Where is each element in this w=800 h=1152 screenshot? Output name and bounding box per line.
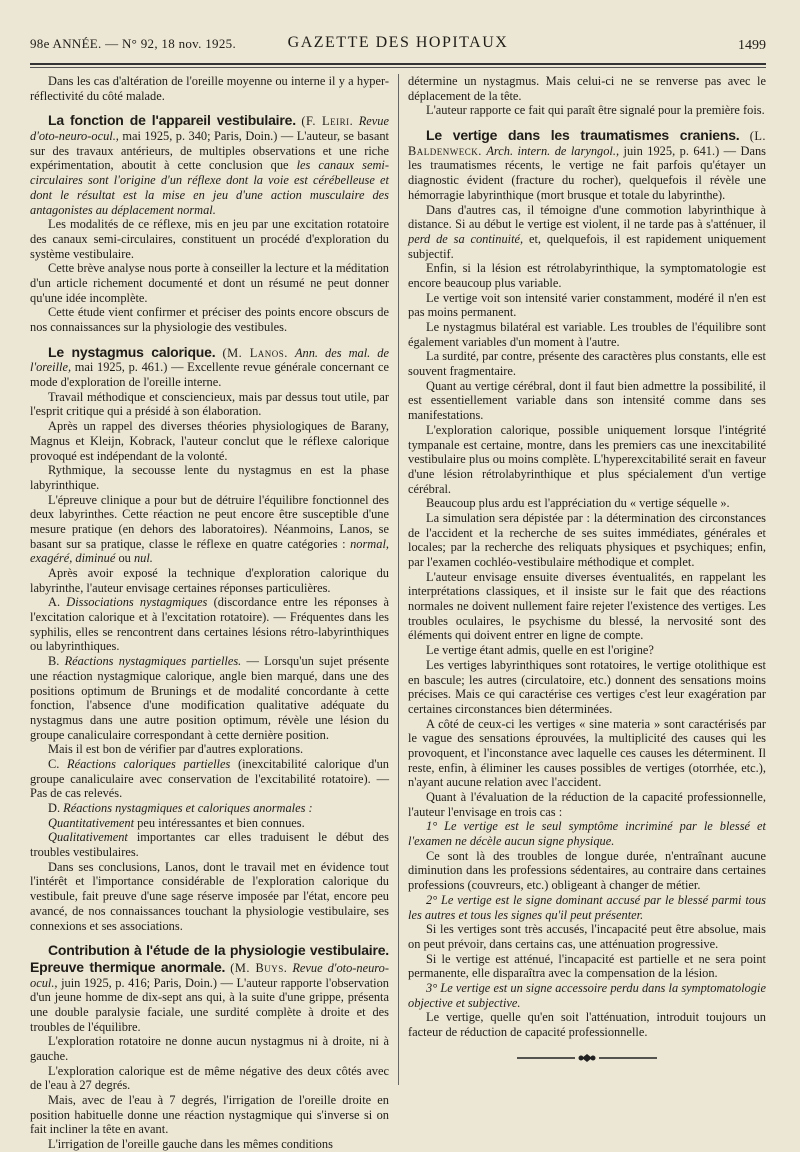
- paragraph: Ce sont là des troubles de longue durée, n'entraînant aucune diminution dans les professions sédentaires, au contraire dans certaines professions (couvreurs, etc.) obligeant à changer de métier.: [408, 848, 766, 893]
- paragraph: Quant à l'évaluation de la réduction de la capacité professionnelle, l'auteur l'envisage en trois cas :: [408, 790, 766, 819]
- paragraph: Cette étude vient confirmer et préciser des points encore obscurs de nos connaissances sur la physiologie des vestibules.: [30, 305, 389, 334]
- article-lanos: [30, 344, 389, 390]
- header-rule-thin: [30, 67, 766, 68]
- paragraph: L'auteur rapporte ce fait qui paraît être signalé pour la première fois.: [426, 103, 765, 118]
- list-item: 1° Le vertige est le seul symptôme incriminé par le blessé et l'examen ne décèle aucun signe physique.: [408, 819, 766, 849]
- paragraph: Mais, avec de l'eau à 7 degrés, l'irrigation de l'oreille droite en position habituelle donne une réaction nystagmique qui s'inverse si on fait incliner la tête en avant.: [30, 1093, 389, 1137]
- end-ornament-icon: [408, 1052, 766, 1067]
- paragraph: Dans les cas d'altération de l'oreille moyenne ou interne il y a hyper-réflectivité du côté malade.: [30, 74, 389, 103]
- paragraph: L'épreuve clinique a pour but de détruire l'équilibre fonctionnel des deux labyrinthes. Cette réaction ne peut encore être susceptible d'une mesure pratique (en dehors des laboratoires). Néanmoins, Lanos, se basant sur sa pratique, classe le réflexe en quatre catégories : normal, exagéré, diminué ou nul.: [30, 492, 389, 566]
- paragraph: Si le vertige est atténué, l'incapacité est partielle et ne sera point permanente, elle disparaîtra avec la compensation de la lésion.: [408, 951, 766, 981]
- article-buys: [30, 942, 389, 1034]
- header-rule: [30, 63, 766, 65]
- journal-name: Revue d'oto-neuro-ocul.,: [30, 960, 389, 990]
- paragraph: L'exploration calorique est de même négative des deux côtés avec de l'eau à 27 degrés.: [30, 1063, 389, 1093]
- journal-name: Arch. intern. de laryngol.,: [486, 143, 620, 158]
- article-authors: (M. Lanos.: [222, 345, 288, 360]
- list-item: A. Dissociations nystagmiques (discordance entre les réponses à l'excitation calorique et à l'excitation rotatoire). — Fréquentes dans les syphilis, elles se rencontrent dans certaines lésions rétro-labyrinthiques ou labyrinthiques.: [30, 595, 389, 654]
- paragraph: L'exploration rotatoire ne donne aucun nystagmus ni à droite, ni à gauche.: [30, 1034, 389, 1063]
- article-ref: juin 1925, p. 416; Paris, Doin.) — L'auteur rapporte l'observation d'un jeune homme de dix-sept ans qui, à la suite d'une grippe, présenta une double paralysie faciale, une surdité complète à droite et des troubles de l'équilibre.: [30, 975, 389, 1034]
- paragraph: Les modalités de ce réflexe, mis en jeu par une excitation rotatoire des canaux semi-circulaires, constituent un procédé d'exploration du système vestibulaire.: [30, 217, 389, 261]
- paragraph: Qualitativement importantes car elles traduisent le début des troubles vestibulaires.: [30, 830, 389, 860]
- paragraph: Quantitativement peu intéressantes et bien connues.: [48, 815, 305, 830]
- paragraph: Rythmique, la secousse lente du nystagmus en est la phase labyrinthique.: [30, 463, 389, 492]
- paragraph: Le nystagmus bilatéral est variable. Les troubles de l'équilibre sont également variables d'un moment à l'autre.: [408, 320, 766, 349]
- journal-title: GAZETTE DES HOPITAUX: [287, 34, 509, 51]
- paragraph: L'irrigation de l'oreille gauche dans les mêmes conditions: [48, 1137, 333, 1152]
- issue-info: 98e ANNÉE. — N° 92, 18 nov. 1925.: [30, 36, 236, 51]
- list-item: 2° Le vertige est le signe dominant accusé par le blessé parmi tous les autres et tous les signes qu'il peut présenter.: [408, 892, 766, 922]
- paragraph: Beaucoup plus ardu est l'appréciation du « vertige séquelle ».: [426, 496, 730, 511]
- paragraph: Si les vertiges sont très accusés, l'incapacité peut être absolue, mais on peut prévoir, dans certains cas, une atténuation progressive.: [408, 922, 766, 951]
- paragraph: Travail méthodique et consciencieux, mais par dessus tout utile, par l'esprit critique qui a présidé à son élaboration.: [30, 389, 389, 419]
- paragraph: Mais il est bon de vérifier par d'autres explorations.: [48, 742, 304, 757]
- quote: les canaux semi-circulaires sont l'origine d'un réflexe dont la voie est cérébelleuse et dont le résultat est la mise en jeu d'une action musculaire des antagonistes au déplacement normal.: [30, 158, 389, 217]
- journal-name: Ann. des mal. de l'oreille,: [30, 345, 389, 375]
- article-title: Le vertige dans les traumatismes craniens.: [426, 127, 740, 144]
- article-authors: (M. Buys.: [230, 960, 288, 975]
- paragraph: A côté de ceux-ci les vertiges « sine materia » sont caractérisés par le vague des sensations éprouvées, la multiplicité des causes qui les provoquent, et l'inconstance avec laquelle ces causes les déterminent. Il reste, enfin, à éliminer les causes possibles de vertiges (otorrhée, etc.), n'ayant aucune relation avec l'accident.: [408, 716, 766, 790]
- article-ref: juin 1925, p. 641.) — Dans les traumatismes récents, le vertige ne fait parfois qu'étayer un diagnostic évident (fracture du rocher), quelquefois il révèle une hémorragie labyrinthique (mort brusque et totale du labyrinthe).: [408, 143, 767, 202]
- page-header: [30, 24, 766, 60]
- paragraph: Enfin, si la lésion est rétrolabyrinthique, la symptomatologie est encore beaucoup plus variable.: [408, 261, 766, 290]
- paragraph: Après un rappel des diverses théories physiologiques de Barany, Magnus et Kleijn, Kobrack, l'auteur conclut que le réflexe calorique provoqué est indépendant de la volonté.: [30, 419, 389, 463]
- page-number: 1499: [738, 38, 766, 53]
- right-column: [398, 74, 766, 1085]
- paragraph: Dans d'autres cas, il témoigne d'une commotion labyrinthique à distance. Si au début le vertige est violent, il ne tarde pas à s'atténuer, il perd de sa continuité, et, quelquefois, il est rapidement uniquement subjectif.: [408, 202, 766, 261]
- article-columns: [30, 74, 767, 1152]
- paragraph: Le vertige étant admis, quelle en est l'origine?: [426, 643, 654, 658]
- article-ref: mai 1925, p. 340; Paris, Doin.) — L'auteur, se basant sur des travaux antérieurs, de multiples observations et une riche expérimentation, aboutit à cette conclusion que: [30, 129, 389, 173]
- journal-name: Revue d'oto-neuro-ocul.,: [30, 114, 389, 144]
- list-item: B. Réactions nystagmiques partielles. — Lorsqu'un sujet présente une réaction nystagmique calorique, angle bien marqué, dans une des positions optimum de Brunings et de modalité concordante à cette fonction, l'absence d'une modification qualitative adéquate du nystagmus dans une autre position optimum, révèle une lésion du groupe canaliculaire correspondant à cette dernière position.: [30, 654, 389, 742]
- list-item: D. Réactions nystagmiques et caloriques anormales :: [48, 801, 313, 815]
- article-baldenweck: [408, 127, 766, 202]
- article-leiri: [30, 112, 389, 217]
- paragraph: Cette brève analyse nous porte à conseiller la lecture et la méditation d'un article richement documenté et dont un résumé ne peut donner qu'une idée incomplète.: [30, 261, 389, 305]
- paragraph: Le vertige voit son intensité varier constamment, modéré il n'en est pas moins permanent.: [408, 290, 766, 320]
- paragraph: La surdité, par contre, présente des caractères plus constants, elle est souvent fragmentaire.: [408, 349, 766, 379]
- paragraph: détermine un nystagmus. Mais celui-ci ne se renverse pas avec le déplacement de la tête.: [408, 74, 766, 103]
- article-ref: mai 1925, p. 461.) — Excellente revue générale concernant ce mode d'exploration de l'oreille interne.: [30, 360, 389, 390]
- article-authors: (F. Leiri.: [301, 114, 354, 129]
- paragraph: Dans ses conclusions, Lanos, dont le travail met en évidence tout l'intérêt et l'importance considérable de l'exploration calorique du vestibule, fait preuve d'une sage réserve imposée par l'état, encore peu avancé, de nos connaissances touchant la physiologie vestibulaire, ses connexions et ses associations.: [30, 859, 389, 933]
- paragraph: Le vertige, quelle qu'en soit l'atténuation, introduit toujours un facteur de réduction de capacité professionnelle.: [408, 1010, 766, 1039]
- list-item: 3° Le vertige est un signe accessoire perdu dans la symptomatologie objective et subjective.: [408, 980, 766, 1010]
- article-title: Contribution à l'étude de la physiologie vestibulaire. Epreuve thermique anormale.: [30, 942, 389, 975]
- paragraph: L'exploration calorique, possible uniquement lorsque l'intégrité tympanale est certaine, montre, dans les premiers cas une inexcitabilité vestibulaire plus ou moins complète. L'hyperexcitabilité serait en faveur d'une lésion rétrolabyrinthique et plus spécialement d'un vertige cérébral.: [408, 422, 766, 496]
- article-authors: (L. Baldenweck.: [408, 129, 767, 158]
- list-item: C. Réactions caloriques partielles (inexcitabilité calorique d'un groupe canaliculaire avec conservation de l'excitabilité rotatoire). — Pas de cas relevés.: [30, 756, 389, 801]
- left-column: [30, 74, 398, 1152]
- article-title: La fonction de l'appareil vestibulaire.: [48, 112, 296, 129]
- article-title: Le nystagmus calorique.: [48, 343, 216, 360]
- paragraph: Quant au vertige cérébral, dont il faut bien admettre la possibilité, il est essentiellement variable dans son intensité comme dans ses manifestations.: [408, 378, 766, 423]
- paragraph: La simulation sera dépistée par : la détermination des circonstances de l'accident et la recherche de ses suites immédiates, générales et locales; par la recherche des reliquats physiques et psychiques; enfin, par l'examen cochléo-vestibulaire méthodique et complet.: [408, 510, 766, 569]
- paragraph: Après avoir exposé la technique d'exploration calorique du labyrinthe, l'auteur envisage certaines réponses particulières.: [30, 566, 389, 595]
- paragraph: L'auteur envisage ensuite diverses éventualités, en rappelant les interprétations classiques, et il insiste sur le fait que des réactions normales ne doivent nullement faire rejeter l'existence des vertiges. Les troubles oculaires, le psychisme du blessé, la nervosité sont des éléments qui doivent entrer en ligne de compte.: [408, 569, 766, 643]
- paragraph: Les vertiges labyrinthiques sont rotatoires, le vertige otolithique est en bascule; les autres (circulatoire, etc.) donnent des sensations moins précises. Mais ce qui caractérise ces vertiges c'est leur exagération par certaines circonstances bien déterminées.: [408, 657, 766, 716]
